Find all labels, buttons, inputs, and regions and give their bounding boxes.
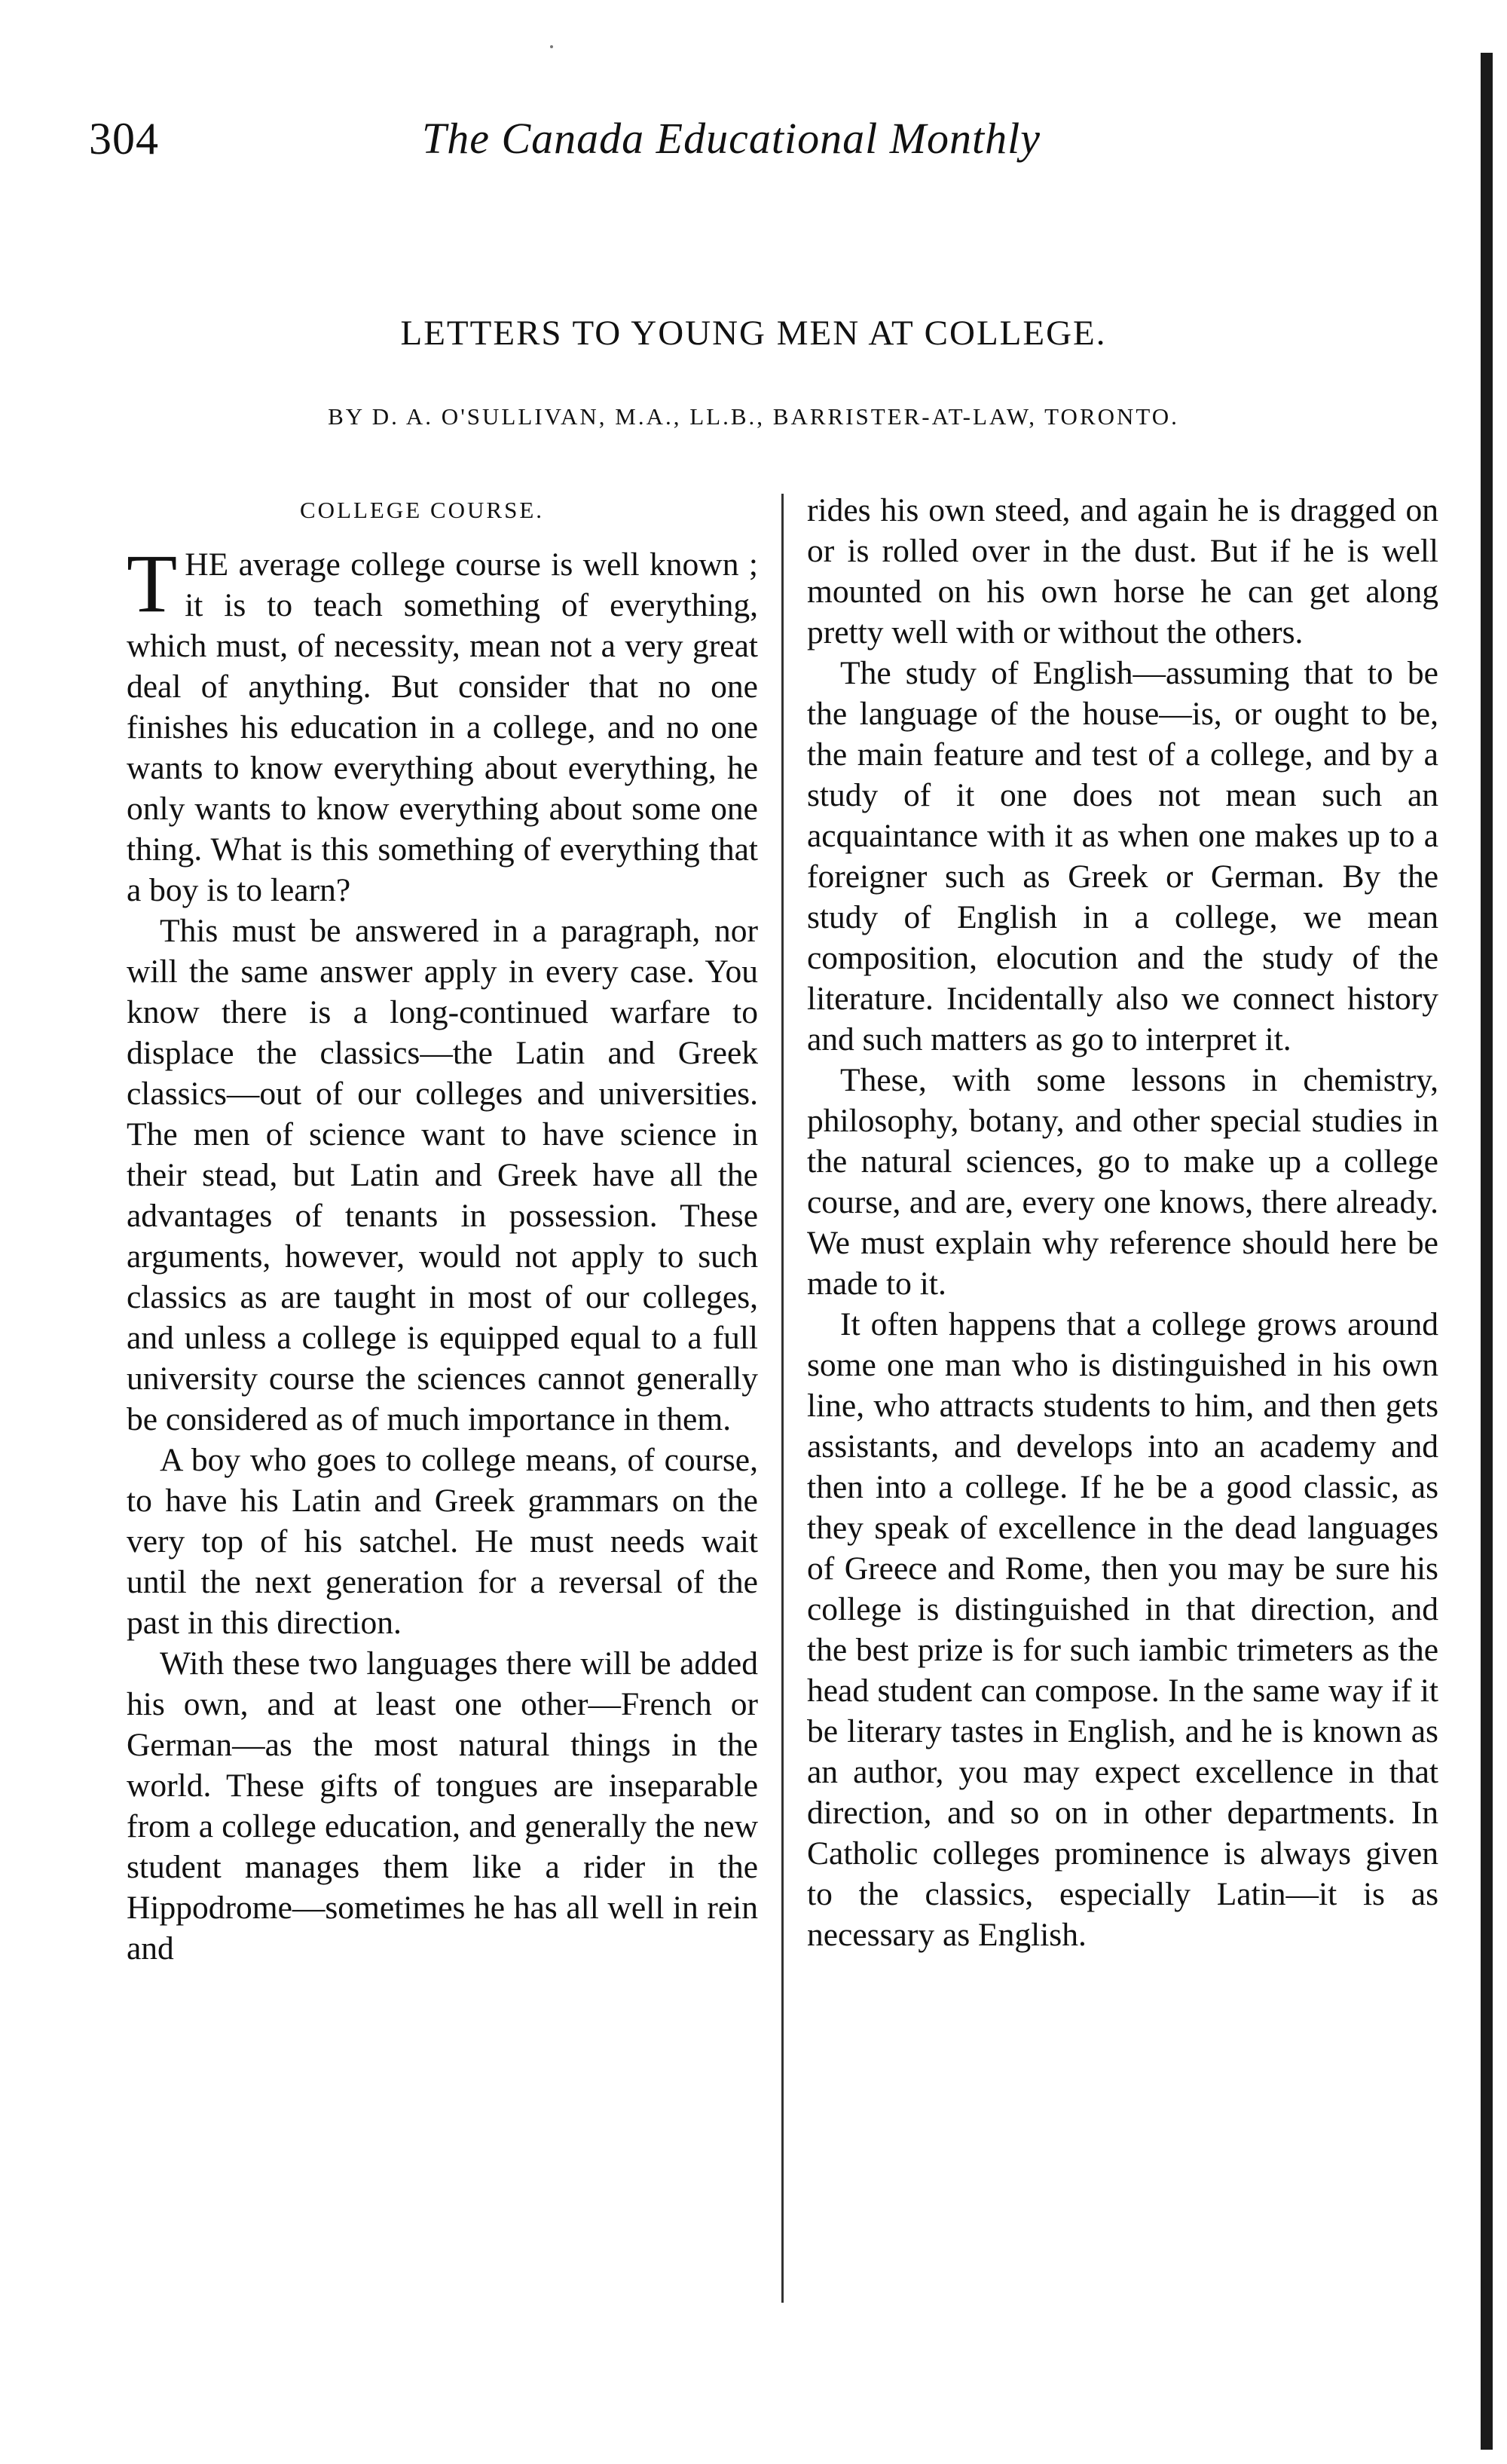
left-column (127, 490, 758, 1969)
paragraph: A boy who goes to college means, of course, to have his Latin and Greek grammars on the very top of his satchel. He must needs wait until the next generation for a reversal of the past in this direction. (127, 1442, 758, 1641)
paragraph (127, 537, 758, 911)
paragraph: With these two languages there will be added his own, and at least one other—French or German—as the most natural things in the world. These gifts of tongues are inseparable from a college education, and generally the new student manages them like a rider in the Hippodrome—sometimes he has all well in rein and (127, 1645, 758, 1967)
article-title: LETTERS TO YOUNG MEN AT COLLEGE. (400, 314, 1107, 353)
paragraph: rides his own steed, and again he is dragged on or is rolled over in the dust. But if he is well mounted on his own horse he can get along pretty well with or without the others. (807, 492, 1438, 650)
scan-edge-bar (1481, 53, 1493, 2450)
article-byline: BY D. A. O'SULLIVAN, M.A., LL.B., BARRISTER-AT-LAW, TORONTO. (328, 403, 1179, 430)
drop-cap: T (127, 537, 178, 629)
running-head: The Canada Educational Monthly (422, 114, 1041, 163)
paragraph: It often happens that a college grows around some one man who is distinguished in his own line, who attracts students to him, and then gets assistants, and develops into an academy and then into a college. If he be a good classic, as they speak of excellence in the dead languages of Greece and Rome, then you may be sure his college is distinguished in that direction, and the best prize is for such iambic trimeters as the head student can compose. In the same way if it be literary tastes in English, and he is known as an author, you may expect excellence in that direction, and so on in other departments. In Catholic colleges prominence is always given to the classics, especially Latin—it is as necessary as English. (807, 1306, 1438, 1953)
paragraph: This must be answered in a paragraph, nor will the same answer apply in every case. You know there is a long-continued warfare to displace the classics—the Latin and Greek classics—out of our colleges and universities. The men of science want to have science in their stead, but Latin and Greek have all the advantages of tenants in possession. These arguments, however, would not apply to such classics as are taught in most of our colleges, and unless a college is equipped equal to a full university course the sciences cannot generally be considered as of much importance in them. (127, 913, 758, 1437)
column-divider (781, 494, 784, 2303)
print-speck (550, 45, 553, 48)
paragraph: The study of English—assuming that to be the language of the house—is, or ought to be, the main feature and test of a college, and by a study of it one does not mean such an acquaintance with it as when one makes up to a foreigner such as Greek or German. By the study of English in a college, we mean composition, elocution and the study of the literature. Incidentally also we connect history and such matters as go to interpret it. (807, 655, 1438, 1058)
page-number: 304 (89, 114, 159, 164)
section-heading: COLLEGE COURSE. (300, 497, 544, 523)
right-column (807, 490, 1438, 1955)
paragraph-text: HE average college course is well known ; it is to teach something of everything, which must, of necessity, mean not a very great deal of anything. But consider that no one finishes his education in a college, and no one wants to know everything about everything, he only wants to know everything about some one thing. What is this something of everything that a boy is to learn? (127, 546, 758, 908)
paragraph: These, with some lessons in chemistry, philosophy, botany, and other special studies in the natural sciences, go to make up a college course, and are, every one knows, there already. We must explain why reference should here be made to it. (807, 1062, 1438, 1302)
